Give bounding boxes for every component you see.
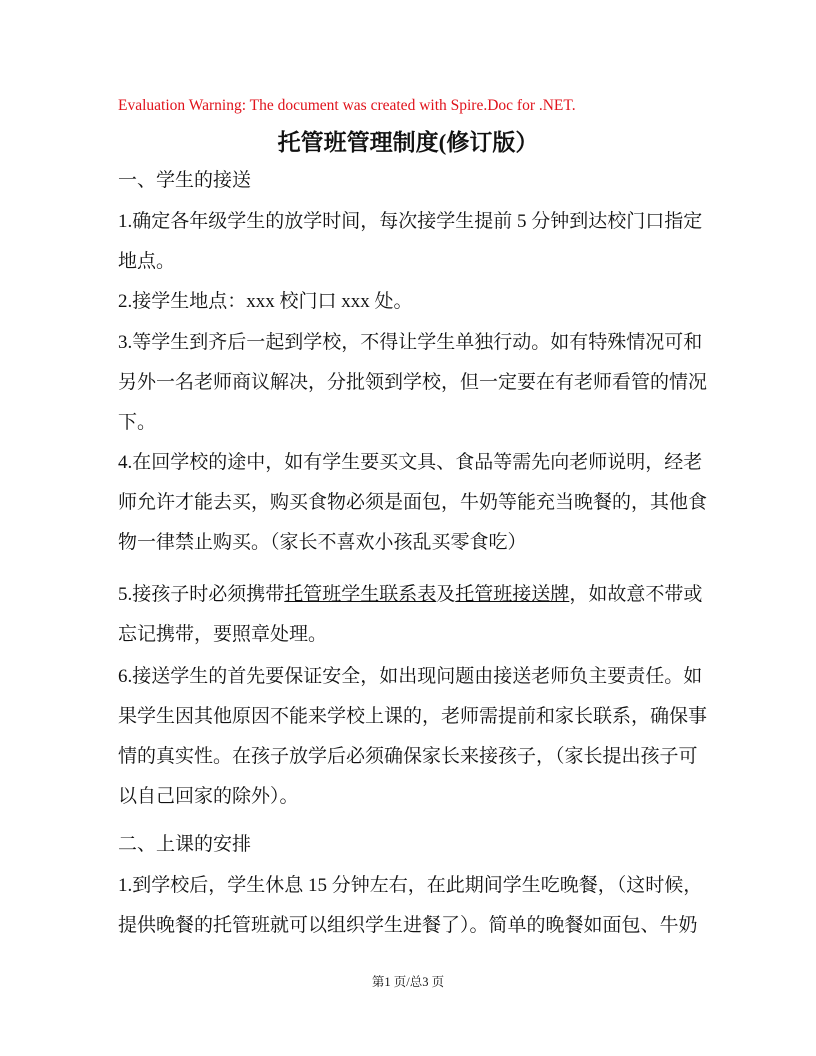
paragraph-line: 3.等学生到齐后一起到学校，不得让学生单独行动。如有特殊情况可和: [118, 332, 703, 353]
paragraph-line: [118, 583, 718, 607]
paragraph-line: 下。: [118, 412, 157, 433]
paragraph-line: 6.接送学生的首先要保证安全，如出现问题由接送老师负主要责任。如: [118, 666, 703, 687]
paragraph-line: 1.确定各年级学生的放学时间，每次接学生提前 5 分钟到达校门口指定: [118, 211, 703, 232]
paragraph-line: 物一律禁止购买。（家长不喜欢小孩乱买零食吃）: [118, 532, 527, 553]
evaluation-warning: Evaluation Warning: The document was created with Spire.Doc for .NET.: [118, 97, 576, 114]
paragraph-line: 忘记携带，要照章处理。: [118, 624, 328, 645]
paragraph-line: 提供晚餐的托管班就可以组织学生进餐了）。简单的晚餐如面包、牛奶: [118, 915, 698, 936]
section-heading: 一、学生的接送: [118, 170, 252, 191]
document-title: 托管班管理制度(修订版）: [277, 130, 539, 155]
paragraph-line: 情的真实性。在孩子放学后必须确保家长来接孩子，（家长提出孩子可: [118, 746, 698, 767]
page-footer: 第1 页/总3 页: [371, 975, 445, 989]
paragraph-line: 师允许才能去买，购买食物必须是面包，牛奶等能充当晚餐的，其他食: [118, 492, 708, 513]
paragraph-line: 以自己回家的除外）。: [118, 786, 299, 807]
paragraph-line: 4.在回学校的途中，如有学生要买文具、食品等需先向老师说明，经老: [118, 452, 703, 473]
paragraph-line: 1.到学校后，学生休息 15 分钟左右，在此期间学生吃晚餐，（这时候，: [118, 875, 703, 896]
paragraph-line: 另外一名老师商议解决，分批领到学校，但一定要在有老师看管的情况: [118, 372, 708, 393]
paragraph-line: 2.接学生地点：xxx 校门口 xxx 处。: [118, 291, 413, 312]
underlined-term-contact-form: 托管班学生联系表: [284, 584, 437, 605]
paragraph-line: 地点。: [118, 251, 176, 272]
paragraph-line: 果学生因其他原因不能来学校上课的，老师需提前和家长联系，确保事: [118, 706, 708, 727]
section-heading: 二、上课的安排: [118, 834, 252, 855]
text: 5.接孩子时必须携带: [118, 584, 285, 605]
underlined-term-pickup-card: 托管班接送牌: [455, 584, 570, 605]
text: 及: [436, 584, 456, 605]
text: ，如故意不带或: [569, 584, 703, 605]
